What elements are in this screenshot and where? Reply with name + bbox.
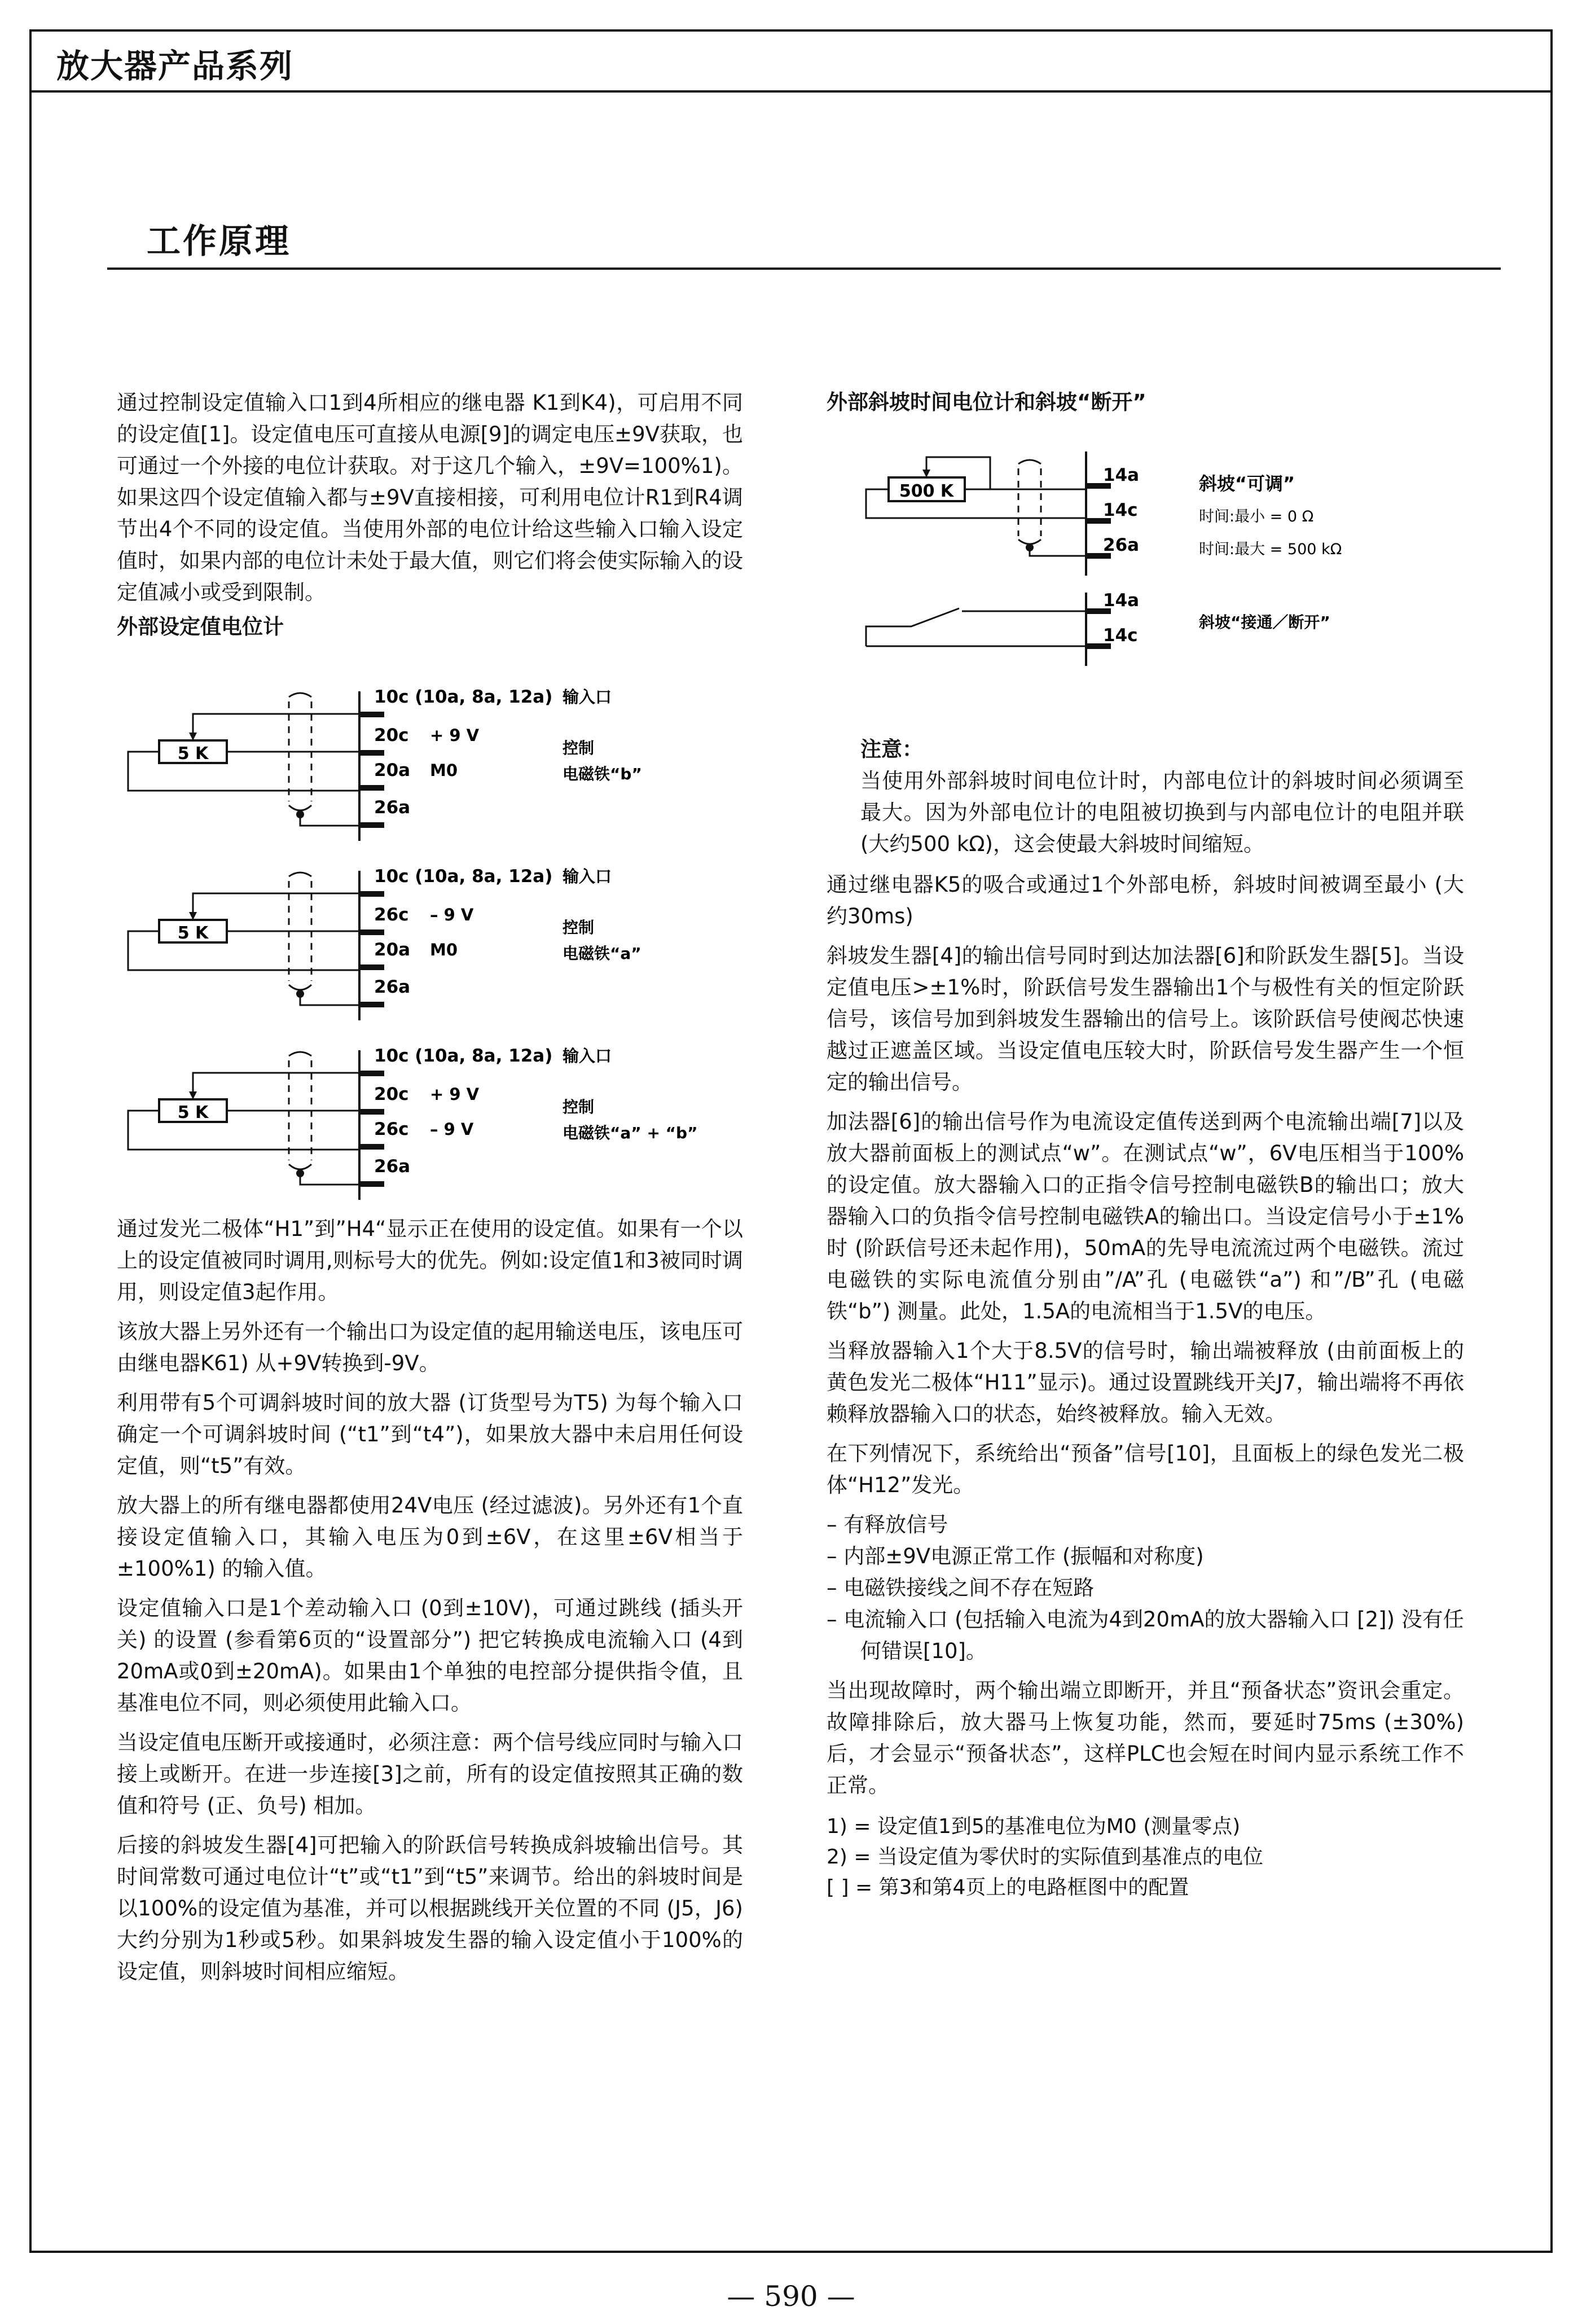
voltage-1: + 9 V xyxy=(430,1085,480,1104)
footnote-1: 1) = 设定值1到5的基准电位为M0 (测量零点) xyxy=(827,1815,1241,1838)
left-paragraph-5: 放大器上的所有继电器都使用24V电压 (经过滤波)。另外还有1个直接设定值输入口，其输入电压为0到±6V，在这里±6V相当于±100%1) 的输入值。 xyxy=(117,1493,743,1581)
voltage-2: M0 xyxy=(430,940,458,959)
right-paragraph-6: 当出现故障时，两个输出端立即断开，并且“预备状态”资讯会重定。故障排除后，放大器马上恢复功能，然而，要延时75ms (±30%) 后，才会显示“预备状态”，这样PLC也会短在时间内显示系统工作不正常。 xyxy=(827,1678,1464,1797)
footnote-2: 2) = 当设定值为零伏时的实际值到基准点的电位 xyxy=(827,1845,1264,1869)
terminal-1: 10c (10a, 8a, 12a) xyxy=(374,687,553,707)
input-label: 输入口 xyxy=(563,867,612,886)
left-paragraph-8: 后接的斜坡发生器[4]可把输入的阶跃信号转换成斜坡输出信号。其时间常数可通过电位计“t”或“t1”到“t5”来调节。给出的斜坡时间是以100%的设定值为基准，并可以根据跳线开关位置的不同 (J5，J6) 大约分别为1秒或5秒。如果斜坡发生器的输入设定值小于100%的设定值，则斜坡时间相应缩短。 xyxy=(117,1833,743,1984)
terminal-4: 26a xyxy=(374,1156,411,1177)
right-paragraph-2: 斜坡发生器[4]的输出信号同时到达加法器[6]和阶跃发生器[5]。当设定值电压>±1%时，阶跃信号发生器输出1个与极性有关的恒定阶跃信号，该信号加到斜坡发生器输出的信号上。该阶跃信号使阀芯快速越过正遮盖区域。当设定值电压较大时，阶跃信号发生器产生一个恒定的输出信号。 xyxy=(827,944,1464,1094)
control-label: 控制 xyxy=(563,918,595,937)
right-paragraph-4: 当释放器输入1个大于8.5V的信号时，输出端被释放 (由前面板上的黄色发光二极体“H11”显示)。通过设置跳线开关J7，输出端将不再依赖释放器输入口的状态，始终被释放。输入无效。 xyxy=(827,1339,1464,1426)
left-column-lower xyxy=(117,1213,743,1988)
coil-label: 电磁铁“b” xyxy=(563,765,642,783)
pot-label: 5 K xyxy=(177,744,209,764)
terminal-2: 26c xyxy=(374,905,409,925)
coil-label: 电磁铁“a” xyxy=(563,944,641,963)
left-paragraph-3: 该放大器上另外还有一个输出口为设定值的起用输送电压，该电压可由继电器K61) 从+9V转换到-9V。 xyxy=(117,1319,743,1375)
terminal-4: 26a xyxy=(374,977,411,997)
page-number: — 590 — xyxy=(727,2280,855,2313)
section-rule xyxy=(107,268,1501,270)
voltage-1: – 9 V xyxy=(430,905,474,924)
left-diagram-caption: 外部设定值电位计 xyxy=(117,615,284,639)
note-heading: 注意： xyxy=(860,737,923,761)
series-title: 放大器产品系列 xyxy=(56,47,294,85)
input-label: 输入口 xyxy=(563,687,612,707)
terminal-3: 20a xyxy=(374,760,411,780)
terminal-3: 20a xyxy=(374,940,411,960)
section-title: 工作原理 xyxy=(147,222,291,261)
left-paragraph-4: 利用带有5个可调斜坡时间的放大器 (订货型号为T5) 为每个输入口确定一个可调斜坡时间 (“t1”到“t4”)，如果放大器中未启用任何设定值，则“t5”有效。 xyxy=(117,1391,743,1478)
input-label: 输入口 xyxy=(563,1046,612,1065)
switch-terminal-1: 14a xyxy=(1103,590,1140,611)
terminal-1: 10c (10a, 8a, 12a) xyxy=(374,1046,553,1066)
left-paragraph-1: 通过控制设定值输入口1到4所相应的继电器 K1到K4)，可启用不同的设定值[1]。设定值电压可直接从电源[9]的调定电压±9V获取，也可通过一个外接的电位计获取。对于这几个输入，±9V=100%1)。如果这四个设定值输入都与±9V直接相接，可利用电位计R1到R4调节出4个不同的设定值。当使用外部的电位计给这些输入口输入设定值时，如果内部的电位计未处于最大值，则它们将会使实际输入的设定值减小或受到限制。 xyxy=(117,391,743,604)
left-paragraph-2: 通过发光二极体“H1”到”H4“显示正在使用的设定值。如果有一个以上的设定值被同时调用,则标号大的优先。例如:设定值1和3被同时调用，则设定值3起作用。 xyxy=(117,1217,743,1304)
ramp-switch-label: 斜坡“接通／断开” xyxy=(1199,613,1330,632)
setpoint-diagrams xyxy=(117,674,749,1216)
right-diagram-caption-wrap xyxy=(827,387,1464,418)
ramp-pot-label: 500 K xyxy=(899,481,954,501)
list-item: – 电磁铁接线之间不存在短路 xyxy=(827,1576,1095,1600)
ramp-terminal-2: 14c xyxy=(1103,500,1138,520)
footnotes xyxy=(827,1812,1464,1903)
setpoint-diagram-1 xyxy=(128,687,642,841)
setpoint-diagram-2 xyxy=(128,866,641,1020)
setpoint-diagram-3 xyxy=(128,1046,698,1200)
list-item: – 有释放信号 xyxy=(827,1512,948,1537)
ramp-terminal-3: 26a xyxy=(1103,535,1140,555)
control-label: 控制 xyxy=(563,1098,595,1116)
switch-terminal-2: 14c xyxy=(1103,625,1138,646)
voltage-2: M0 xyxy=(430,761,458,780)
terminal-2: 20c xyxy=(374,1084,409,1104)
left-paragraph-7: 当设定值电压断开或接通时，必须注意：两个信号线应同时与输入口接上或断开。在进一步连接[3]之前，所有的设定值按照其正确的数值和符号 (正、负号) 相加。 xyxy=(117,1730,743,1818)
right-paragraph-1: 通过继电器K5的吸合或通过1个外部电桥，斜坡时间被调至最小 (大约30ms) xyxy=(827,872,1464,928)
note-text: 当使用外部斜坡时间电位计时，内部电位计的斜坡时间必须调至最大。因为外部电位计的电阻被切换到与内部电位计的电阻并联 (大约500 kΩ)，这会使最大斜坡时间缩短。 xyxy=(860,769,1464,856)
left-paragraph-6: 设定值输入口是1个差动输入口 (0到±10V)，可通过跳线 (插头开关) 的设置 (参看第6页的“设置部分”) 把它转换成电流输入口 (4到20mA或0到±20mA)。如果由1个单独的电控部分提供指令值，且基准电位不同，则必须使用此输入口。 xyxy=(117,1596,743,1715)
voltage-2: – 9 V xyxy=(430,1120,474,1139)
right-column xyxy=(827,734,1464,1903)
ramp-adjustable-title: 斜坡“可调” xyxy=(1199,473,1295,494)
control-label: 控制 xyxy=(563,739,595,757)
terminal-2: 20c xyxy=(374,725,409,746)
ramp-min: 时间:最小 = 0 Ω xyxy=(1199,508,1314,525)
header-rule xyxy=(29,90,1553,93)
right-paragraph-5: 在下列情况下，系统给出“预备”信号[10]，且面板上的绿色发光二极体“H12”发光。 xyxy=(827,1441,1464,1497)
ramp-diagram xyxy=(827,429,1470,689)
pot-label: 5 K xyxy=(177,923,209,943)
right-paragraph-3: 加法器[6]的输出信号作为电流设定值传送到两个电流输出端[7]以及放大器前面板上的测试点“w”。在测试点“w”，6V电压相当于100%的设定值。放大器输入口的正指令信号控制电磁铁B的输出口；放大器输入口的负指令信号控制电磁铁A的输出口。当设定信号小于±1%时 (阶跃信号还未起作用)，50mA的先导电流流过两个电磁铁。流过电磁铁的实际电流值分别由”/A”孔 (电磁铁“a”) 和”/B”孔 (电磁铁“b”) 测量。此处，1.5A的电流相当于1.5V的电压。 xyxy=(827,1110,1464,1323)
left-column xyxy=(117,387,743,642)
list-item: – 电流输入口 (包括输入电流为4到20mA的放大器输入口 [2]) 没有任何错误[10]。 xyxy=(827,1607,1464,1663)
terminal-1: 10c (10a, 8a, 12a) xyxy=(374,866,553,887)
footnote-3: [ ] = 第3和第4页上的电路框图中的配置 xyxy=(827,1876,1189,1899)
coil-label: 电磁铁“a” + “b” xyxy=(563,1124,698,1142)
ramp-terminal-1: 14a xyxy=(1103,465,1140,485)
ready-conditions-list xyxy=(827,1509,1464,1667)
ramp-max: 时间:最大 = 500 kΩ xyxy=(1199,541,1342,558)
voltage-1: + 9 V xyxy=(430,726,480,745)
list-item: – 内部±9V电源正常工作 (振幅和对称度) xyxy=(827,1544,1204,1568)
terminal-3: 26c xyxy=(374,1119,409,1139)
pot-label: 5 K xyxy=(177,1103,209,1122)
terminal-4: 26a xyxy=(374,797,411,818)
right-diagram-caption: 外部斜坡时间电位计和斜坡“断开” xyxy=(827,390,1146,414)
